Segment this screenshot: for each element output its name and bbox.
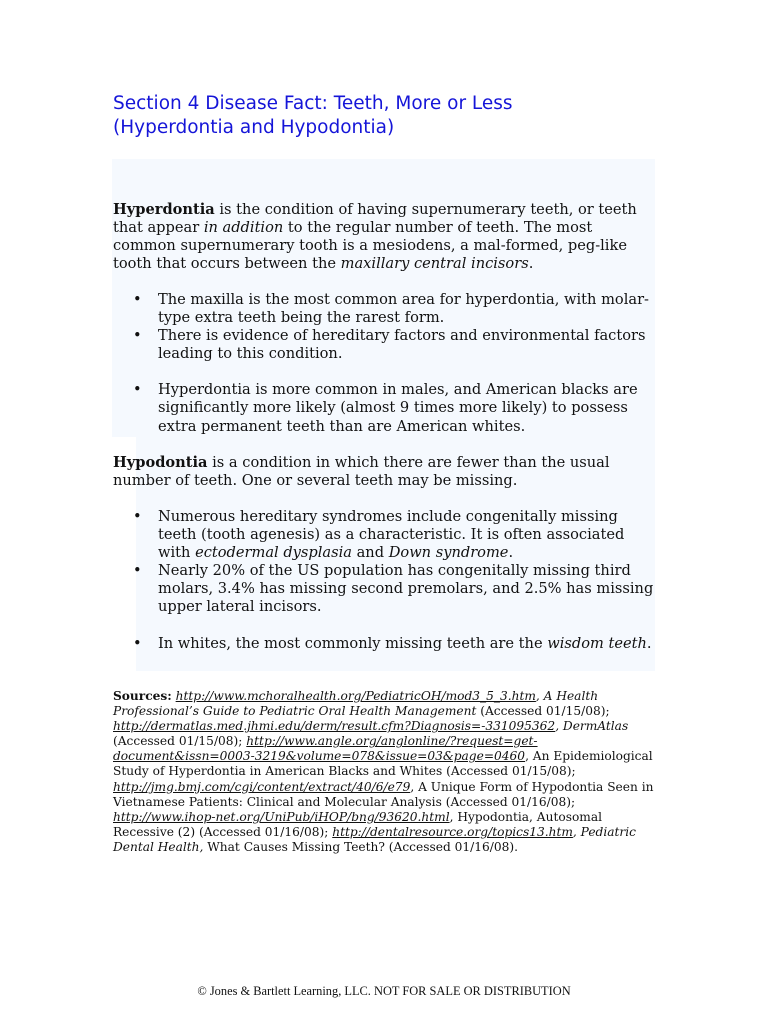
bullet-text: There is evidence of hereditary factors and environmental factors leading to this condition. bbox=[158, 327, 646, 363]
source-title-2: , DermAtlas bbox=[555, 719, 629, 734]
source-access-5: , Hypodontia, Autosomal Recessive (2) (Accessed 01/16/08); bbox=[113, 809, 603, 839]
hyper-emphasis-1: in addition bbox=[203, 219, 284, 237]
sources-paragraph bbox=[113, 689, 658, 855]
bullet-text: The maxilla is the most common area for hyperdontia, with molar-type extra teeth being the rarest form. bbox=[158, 291, 649, 327]
source-link-1[interactable]: http://www.mchoralhealth.org/PediatricOH/mod3_5_3.htm bbox=[175, 689, 536, 703]
bullet-icon: • bbox=[133, 508, 142, 525]
list-item bbox=[113, 508, 658, 562]
list-item bbox=[113, 635, 658, 653]
bullet-icon: • bbox=[133, 562, 142, 580]
sources-label: Sources: bbox=[113, 689, 172, 703]
list-spacer bbox=[113, 363, 658, 381]
source-access-1: (Accessed 01/15/08); bbox=[476, 704, 610, 719]
list-item bbox=[113, 291, 658, 327]
hyperdontia-bullet-list bbox=[113, 291, 658, 436]
bullet-text: In whites, the most commonly missing teeth are the bbox=[158, 634, 548, 652]
source-link-5[interactable]: http://www.ihop-net.org/UniPub/iHOP/bng/93620.html bbox=[113, 809, 450, 824]
source-access-3: , An Epidemiological Study of Hyperdontia in American Blacks and Whites (Accessed 01/15/08); bbox=[113, 749, 653, 779]
bullet-text: Nearly 20% of the US population has congenitally missing third molars, 3.4% has missing second premolars, and 2.5% has missing upper lateral incisors. bbox=[158, 562, 654, 616]
hyperdontia-paragraph bbox=[113, 201, 658, 273]
bullet-emphasis: wisdom teeth bbox=[547, 634, 647, 652]
bullet-text: Hyperdontia is more common in males, and American blacks are significantly more likely (almost 9 times more likely) to possess extra permanent teeth than are American whites. bbox=[158, 381, 638, 435]
source-access-6: What Causes Missing Teeth? (Accessed 01/16/08). bbox=[203, 839, 518, 854]
source-link-3[interactable]: http://www.angle.org/anglonline/?request=get-document&issn=0003-3219&volume=078&issue=03&page=0460 bbox=[113, 734, 538, 764]
hyper-text-3: . bbox=[528, 255, 534, 273]
hyper-text-2: to the regular number of teeth. The most common supernumerary tooth is a mesiodens, a mal-formed, peg-like tooth that occurs between the bbox=[113, 219, 627, 273]
title-line-1: Section 4 Disease Fact: Teeth, More or Less bbox=[113, 93, 513, 114]
copyright-footer: © Jones & Bartlett Learning, LLC. NOT FOR SALE OR DISTRIBUTION bbox=[197, 984, 571, 998]
title-line-2: (Hyperdontia and Hypodontia) bbox=[113, 117, 395, 138]
source-title-1: , A Health Professional’s Guide to Pediatric Oral Health Management bbox=[113, 689, 599, 719]
bullet-text: . bbox=[508, 544, 514, 562]
source-link-2[interactable]: http://dermatlas.med.jhmi.edu/derm/result.cfm?Diagnosis=-331095362 bbox=[113, 719, 556, 734]
source-title-6: , Pediatric Dental Health, bbox=[113, 824, 636, 854]
bullet-text: Numerous hereditary syndromes include congenitally missing teeth (tooth agenesis) as a characteristic. It is often associated with bbox=[158, 508, 625, 562]
hyperdontia-term: Hyperdontia bbox=[113, 201, 215, 218]
hyper-emphasis-2: maxillary central incisors bbox=[340, 255, 529, 273]
source-link-6[interactable]: http://dentalresource.org/topics13.htm bbox=[332, 824, 573, 839]
source-access-4: , A Unique Form of Hypodontia Seen in Vietnamese Patients: Clinical and Molecular Analysis (Accessed 01/16/08); bbox=[113, 779, 654, 809]
bullet-icon: • bbox=[133, 381, 142, 399]
hypodontia-term: Hypodontia bbox=[113, 454, 208, 471]
hyper-text-1: is the condition of having supernumerary teeth, or teeth that appear bbox=[113, 201, 637, 237]
source-access-2: (Accessed 01/15/08); bbox=[113, 734, 247, 749]
source-link-4[interactable]: http://jmg.bmj.com/cgi/content/extract/40/6/e79 bbox=[113, 779, 411, 794]
list-item bbox=[113, 381, 658, 435]
list-item bbox=[113, 327, 658, 363]
hypodontia-paragraph bbox=[113, 454, 658, 490]
bullet-icon: • bbox=[133, 327, 142, 345]
bullet-emphasis: Down syndrome bbox=[388, 544, 509, 562]
list-spacer bbox=[113, 617, 658, 635]
bullet-icon: • bbox=[133, 291, 142, 308]
hypo-text: is a condition in which there are fewer than the usual number of teeth. One or several teeth may be missing. bbox=[113, 454, 610, 490]
list-item bbox=[113, 562, 658, 616]
bullet-text: . bbox=[646, 634, 652, 652]
bullet-text: and bbox=[351, 544, 389, 562]
page-title bbox=[113, 92, 653, 140]
bullet-icon: • bbox=[133, 634, 142, 652]
bullet-emphasis: ectodermal dysplasia bbox=[195, 544, 352, 562]
hypodontia-bullet-list bbox=[113, 508, 658, 653]
